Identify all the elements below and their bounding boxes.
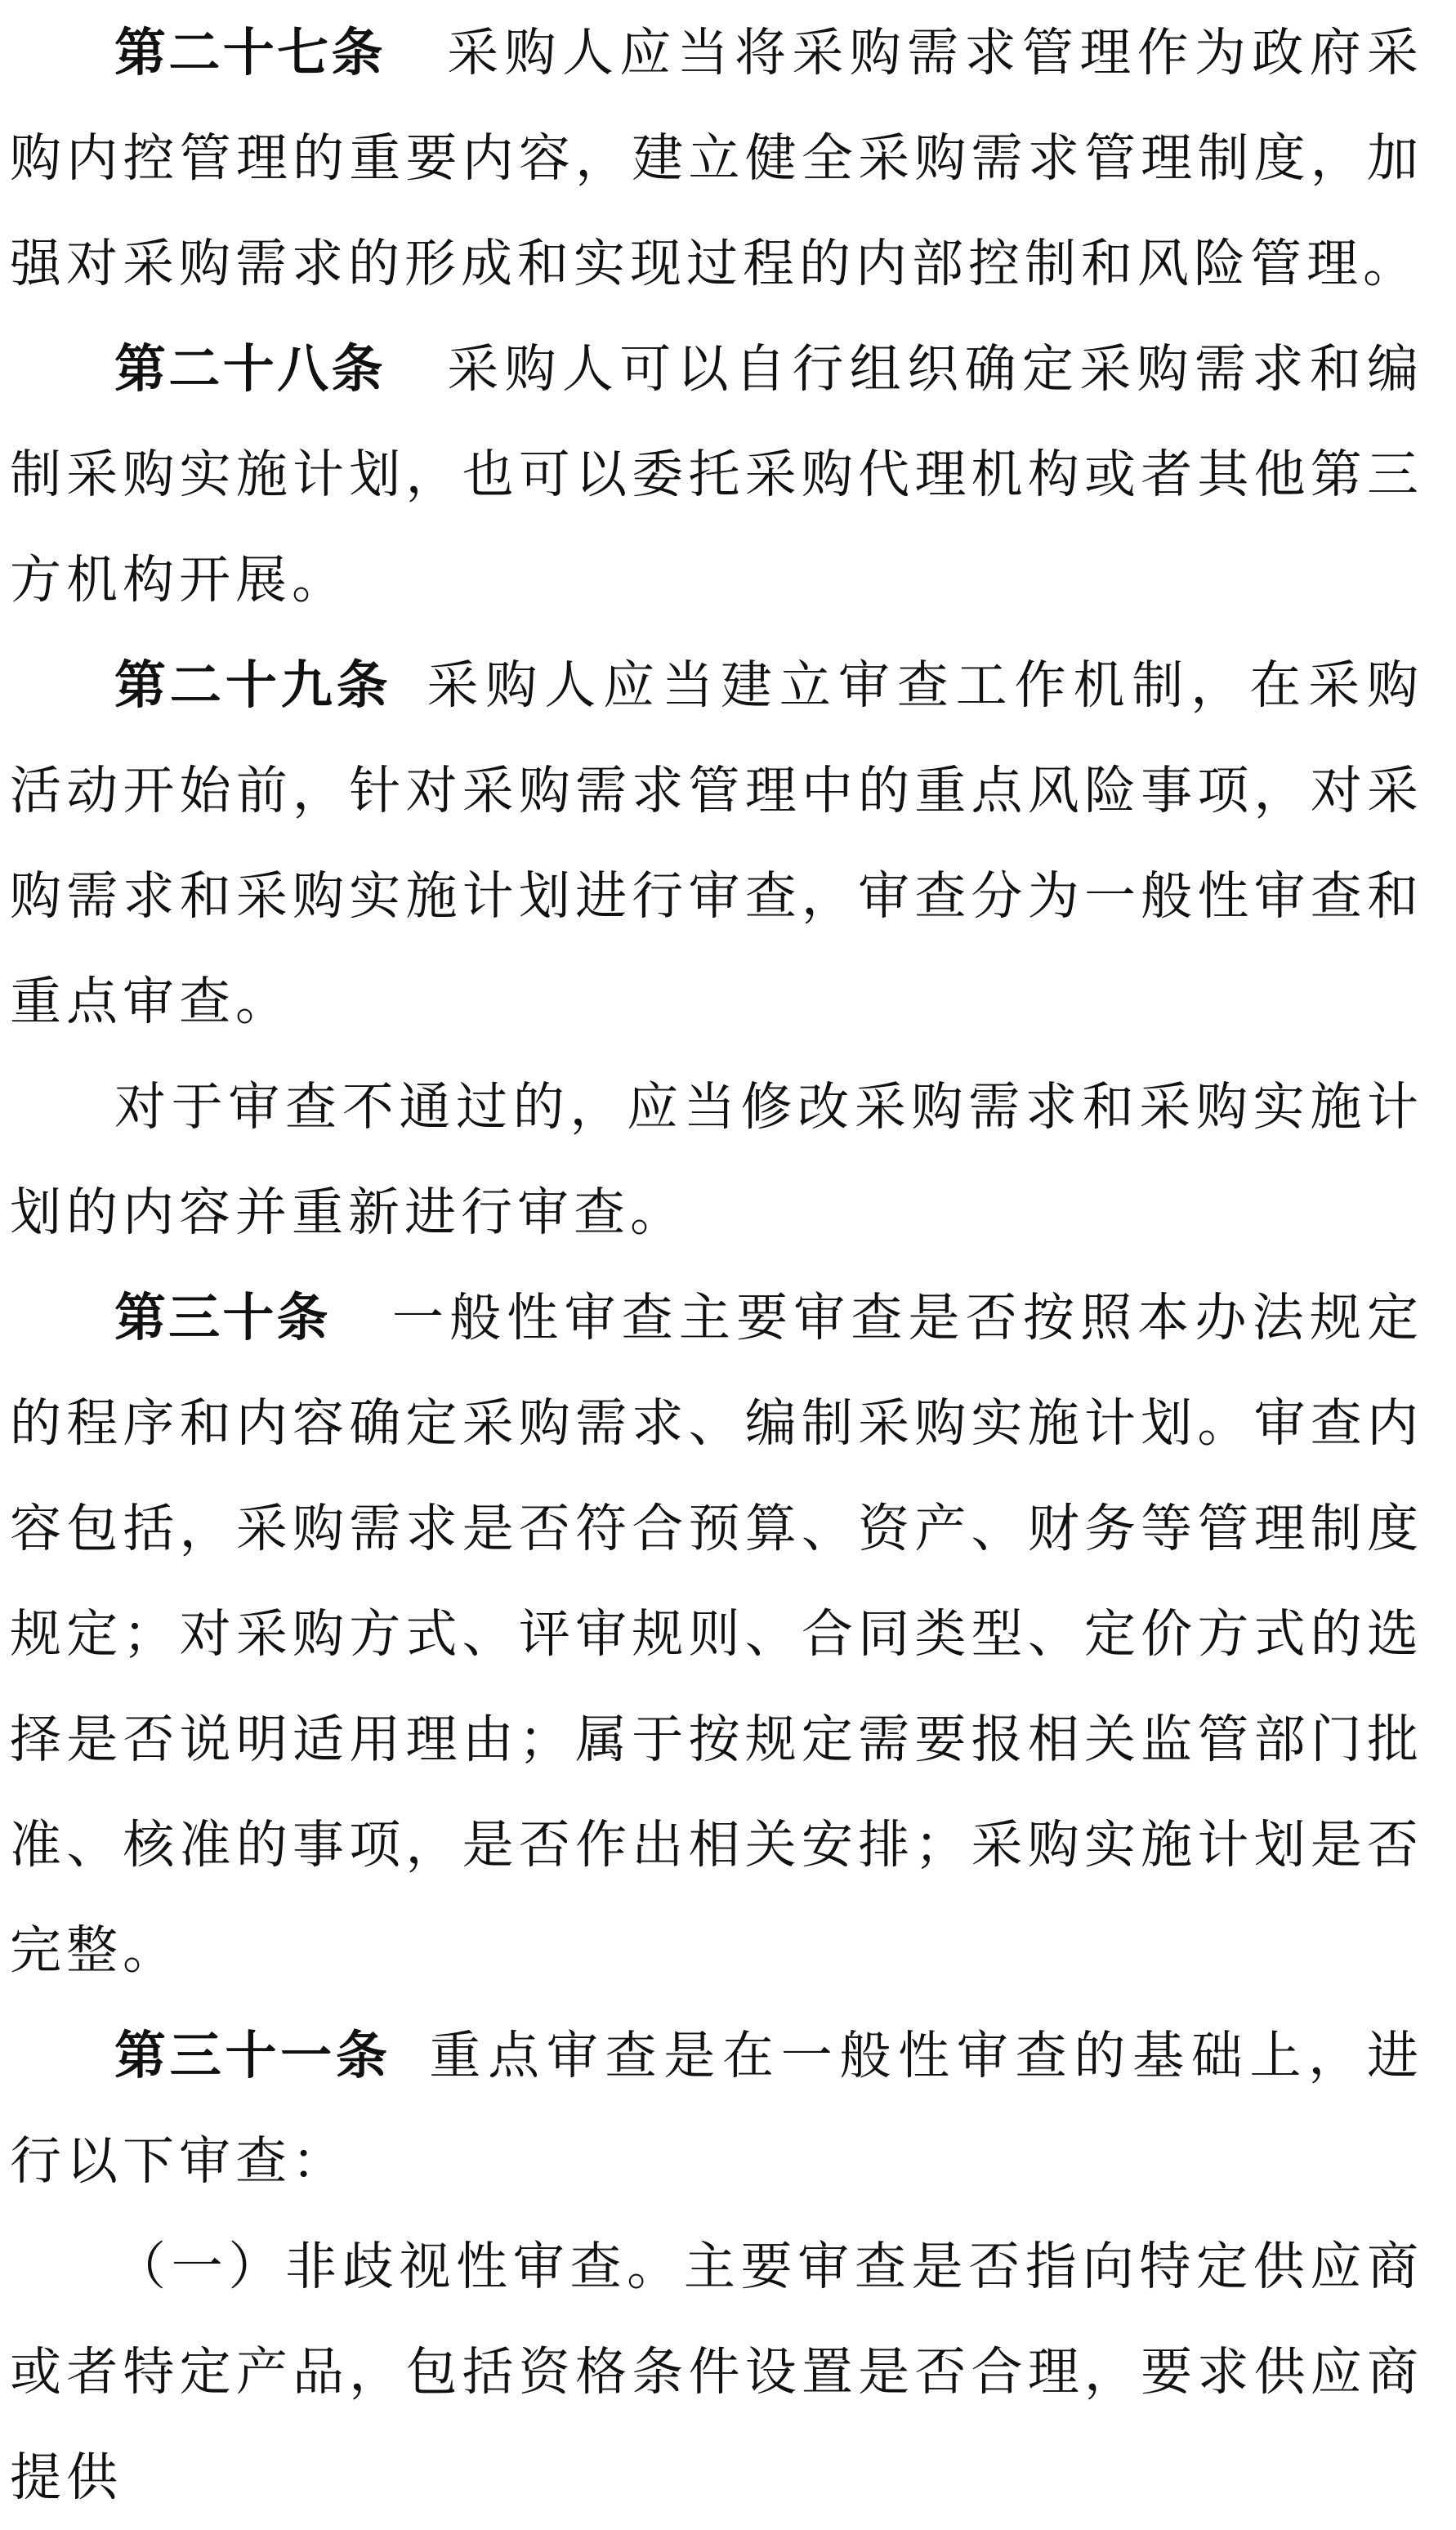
article-31-paragraph <box>10 2003 1423 2214</box>
article-28-heading: 第二十八条 <box>114 339 386 399</box>
article-27-paragraph <box>10 0 1423 316</box>
article-27-text: 采购人应当将采购需求管理作为政府采购内控管理的重要内容，建立健全采购需求管理制度，加强对采购需求的形成和实现过程的内部控制和风险管理。 <box>10 23 1424 293</box>
article-31-item-1-paragraph <box>10 2214 1423 2530</box>
article-31-text: 重点审查是在一般性审查的基础上，进行以下审查： <box>10 2026 1424 2191</box>
document-body <box>10 0 1423 2530</box>
article-28-paragraph <box>10 316 1423 632</box>
article-31-item-1-text: （一）非歧视性审查。主要审查是否指向特定供应商或者特定产品，包括资格条件设置是否合理，要求供应商提供 <box>10 2237 1423 2507</box>
article-31-heading: 第三十一条 <box>114 2026 391 2085</box>
article-30-text: 一般性审查主要审查是否按照本办法规定的程序和内容确定采购需求、编制采购实施计划。审查内容包括，采购需求是否符合预算、资产、财务等管理制度规定；对采购方式、评审规则、合同类型、定价方式的选择是否说明适用理由；属于按规定需要报相关监管部门批准、核准的事项，是否作出相关安排；采购实施计划是否完整。 <box>10 1288 1424 1980</box>
article-29-followup-paragraph <box>10 1054 1423 1265</box>
article-30-heading: 第三十条 <box>114 1288 331 1348</box>
article-29-followup-text: 对于审查不通过的，应当修改采购需求和采购实施计划的内容并重新进行审查。 <box>10 1077 1423 1242</box>
article-29-paragraph <box>10 632 1423 1054</box>
article-30-paragraph <box>10 1265 1423 2003</box>
article-28-text: 采购人可以自行组织确定采购需求和编制采购实施计划，也可以委托采购代理机构或者其他第三方机构开展。 <box>10 339 1424 610</box>
article-29-heading: 第二十九条 <box>114 655 392 715</box>
article-29-text: 采购人应当建立审查工作机制，在采购活动开始前，针对采购需求管理中的重点风险事项，对采购需求和采购实施计划进行审查，审查分为一般性审查和重点审查。 <box>10 655 1424 1031</box>
article-27-heading: 第二十七条 <box>114 23 386 83</box>
